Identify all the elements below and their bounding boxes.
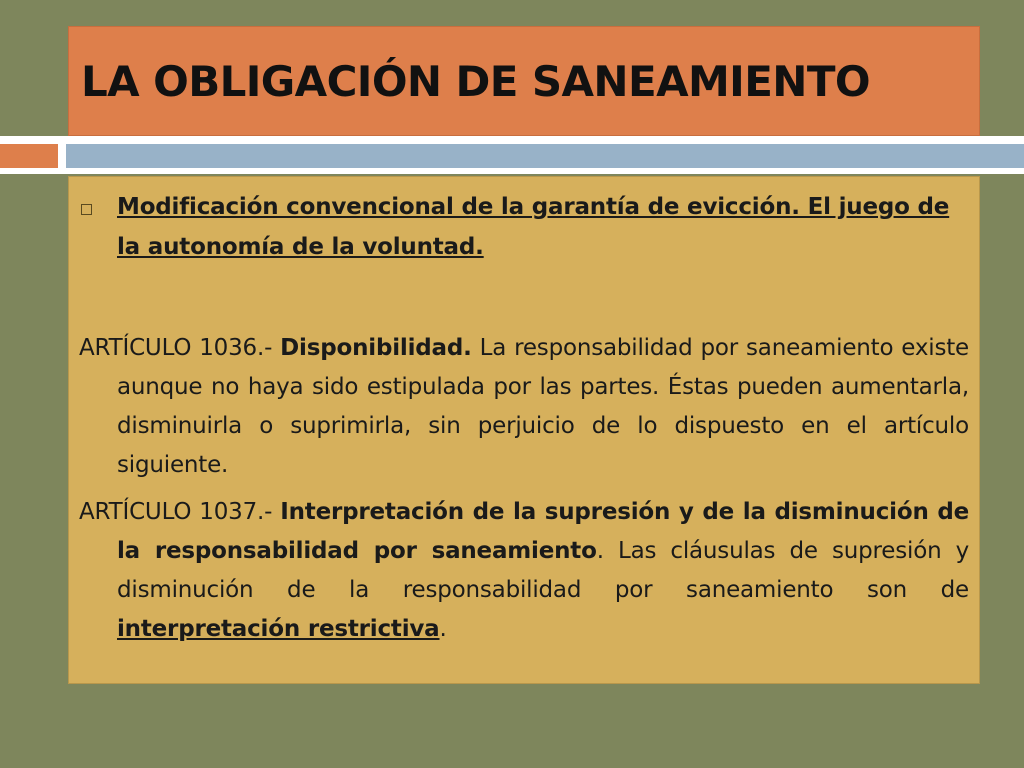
slide-title: LA OBLIGACIÓN DE SANEAMIENTO (81, 57, 870, 106)
article-1036-prefix: ARTÍCULO 1036.- (79, 335, 281, 361)
title-box (68, 26, 980, 136)
article-1036-body: La responsabilidad por saneamiento existe aunque no haya sido estipulada por las partes. Éstas pueden aumentarla, disminuirla o suprimirla, sin perjuicio de lo dispuesto en el artículo siguiente. (117, 335, 970, 478)
article-1036 (79, 329, 969, 485)
bullet-heading: Modificación convencional de la garantía de evicción. El juego de la autonomía de la voluntad. (117, 194, 950, 260)
article-1037-body: . Las cláusulas de supresión y disminución de la responsabilidad por saneamiento son de (117, 538, 969, 603)
article-1037-heading: Interpretación de la supresión y de la disminución de la responsabilidad por saneamiento (117, 499, 969, 564)
article-1037 (79, 493, 969, 649)
article-1037-emphasis: interpretación restrictiva (117, 616, 440, 642)
divider-accent-orange (0, 144, 58, 168)
square-bullet-icon (81, 204, 92, 215)
content-box (68, 176, 980, 684)
article-1036-heading: Disponibilidad. (280, 335, 472, 361)
article-1037-prefix: ARTÍCULO 1037.- (79, 499, 281, 525)
article-1037-end: . (439, 616, 447, 642)
divider-accent-blue (66, 144, 1024, 168)
